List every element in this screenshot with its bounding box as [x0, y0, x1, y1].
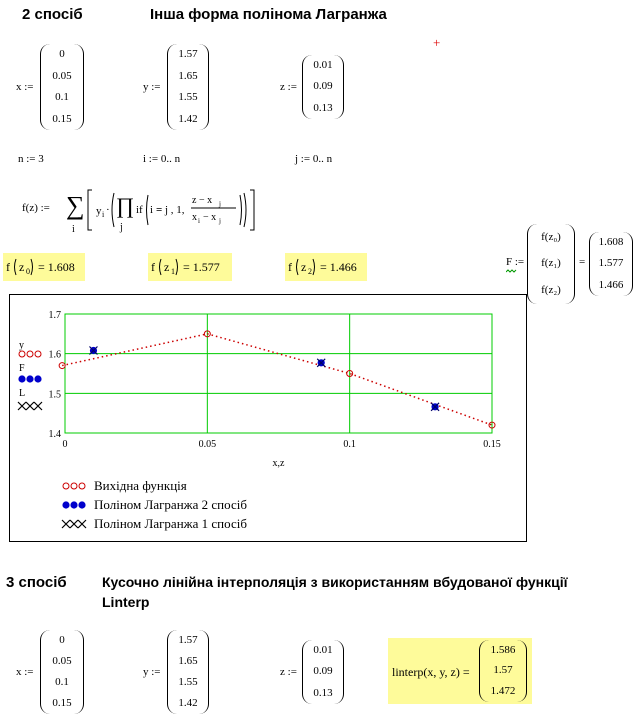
svg-text:− x: − x	[203, 212, 217, 223]
vector-element: 1.608	[598, 236, 624, 249]
linterp-expression: linterp(x, y, z) =	[392, 665, 470, 679]
svg-text:1: 1	[171, 267, 175, 276]
z-label: z :=	[280, 81, 297, 93]
section3-title-line1: Кусочно лінійна інтерполяція з використанням вбудованої функції	[102, 574, 568, 590]
x-tick-label: 0	[62, 439, 68, 450]
svg-text:if: if	[136, 204, 143, 216]
svg-text:0: 0	[26, 267, 30, 276]
vector-element: 0.05	[52, 69, 72, 82]
svg-text:= 1.466: = 1.466	[320, 260, 357, 274]
section3-title-line2: Linterp	[102, 594, 150, 610]
trace-legend-marker	[34, 402, 42, 410]
vector-element: 1.55	[178, 676, 198, 688]
x3-vector	[40, 630, 84, 714]
vector-element: 1.42	[178, 697, 198, 709]
vector-element: 0.09	[313, 665, 333, 678]
z3-vector	[302, 640, 344, 704]
svg-text:z: z	[19, 260, 25, 274]
svg-text:i: i	[150, 204, 154, 216]
svg-text:i: i	[72, 224, 75, 235]
svg-text:j: j	[120, 222, 123, 233]
n-definition: n := 3	[18, 153, 44, 165]
eval-f-z1	[148, 253, 232, 281]
legend-marker	[70, 501, 77, 508]
vector-element: 0.09	[313, 80, 333, 93]
linterp-result	[388, 638, 532, 704]
y-tick-label: 1.7	[48, 310, 61, 321]
trace-label: F	[19, 363, 25, 374]
plot-area	[65, 314, 492, 433]
vector-element: 0.05	[52, 655, 72, 667]
x-tick-label: 0.15	[483, 439, 501, 450]
legend-label: Поліном Лагранжа 2 спосіб	[94, 497, 247, 512]
x-tick-label: 0.1	[343, 439, 356, 450]
vector-element: 1.57	[178, 634, 198, 646]
vector-element: 0	[59, 48, 65, 61]
svg-text:i: i	[102, 210, 105, 219]
svg-text:j: j	[219, 200, 221, 208]
eval-f-z0	[3, 253, 85, 281]
section3-number: 3 спосіб	[6, 574, 67, 591]
vector-element: 1.55	[178, 91, 198, 104]
section2-title: Інша форма полінома Лагранжа	[150, 6, 387, 23]
vector-element: 1.577	[598, 257, 624, 270]
series-line-original	[62, 334, 492, 425]
legend-marker	[78, 501, 85, 508]
trace-legend-marker	[19, 351, 25, 357]
trace-legend-marker	[35, 351, 41, 357]
vector-element: 0.01	[313, 644, 333, 657]
svg-text:∑: ∑	[66, 191, 85, 220]
z-vector	[302, 55, 344, 119]
legend-marker	[79, 483, 85, 489]
svg-text:j: j	[219, 217, 221, 225]
vector-element: 0.13	[313, 101, 333, 114]
legend-marker	[78, 520, 86, 528]
vector-element: f(z₀)	[541, 230, 561, 243]
vector-element: 0	[59, 634, 65, 646]
vector-element: 1.472	[490, 685, 516, 698]
legend-marker	[62, 520, 70, 528]
vector-element: 0.15	[52, 697, 72, 709]
vector-element: 0.1	[55, 676, 69, 688]
y-tick-label: 1.4	[48, 429, 61, 440]
vector-element: 1.586	[490, 643, 516, 656]
f-definition-lhs: f(z) :=	[22, 202, 50, 214]
chart-frame	[9, 294, 527, 542]
vector-element: 1.57	[493, 664, 513, 677]
legend-label: Вихідна функція	[94, 478, 187, 493]
trace-legend-marker	[34, 375, 41, 382]
trace-label: y	[19, 340, 24, 351]
x-tick-label: 0.05	[198, 439, 217, 450]
svg-text:x: x	[192, 212, 197, 223]
eval-f-z2	[285, 253, 367, 281]
legend-marker	[63, 483, 69, 489]
lagrange-chart	[10, 295, 526, 541]
legend-marker	[71, 483, 77, 489]
y-vector	[167, 44, 209, 130]
vector-element: 0.15	[52, 112, 72, 125]
vector-element: f(z₂)	[541, 284, 561, 297]
trace-legend-marker	[26, 375, 33, 382]
vector-element: 0.01	[313, 59, 333, 72]
trace-label: L	[19, 388, 26, 399]
svg-text:=: =	[156, 204, 163, 216]
legend-marker	[62, 501, 69, 508]
vector-element: 1.57	[178, 48, 198, 61]
F-values-vector	[589, 232, 633, 296]
y3-label: y :=	[143, 666, 161, 678]
svg-text:∏: ∏	[116, 193, 135, 218]
svg-text:f: f	[288, 260, 292, 274]
vector-element: 0.1	[55, 91, 69, 104]
legend-marker	[70, 520, 78, 528]
svg-text:= 1.577: = 1.577	[183, 260, 220, 274]
j-range: j := 0.. n	[295, 153, 333, 165]
trace-legend-marker	[18, 402, 26, 410]
svg-text:·: ·	[106, 204, 110, 216]
vector-element: 1.65	[178, 655, 198, 667]
x3-label: x :=	[16, 666, 34, 678]
F-underline-mark	[506, 269, 518, 274]
svg-text:f: f	[6, 260, 10, 274]
vector-element: 1.42	[178, 112, 198, 125]
F-label: F :=	[506, 256, 525, 268]
x-vector	[40, 44, 84, 130]
cursor-mark: +	[433, 35, 441, 50]
svg-text:= 1.608: = 1.608	[38, 260, 75, 274]
x-axis-label: x,z	[272, 458, 285, 469]
y3-vector	[167, 630, 209, 714]
vector-element: 1.466	[598, 278, 624, 291]
F-equals: =	[579, 256, 586, 268]
f-definition-body	[66, 184, 256, 236]
svg-text:f: f	[151, 260, 155, 274]
section2-number: 2 спосіб	[22, 6, 83, 23]
svg-text:z: z	[164, 260, 170, 274]
svg-text:2: 2	[308, 267, 312, 276]
trace-legend-marker	[18, 375, 25, 382]
vector-element: 1.65	[178, 69, 198, 82]
svg-text:j , 1,: j , 1,	[165, 204, 185, 216]
legend-label: Поліном Лагранжа 1 спосіб	[94, 516, 247, 531]
svg-text:z: z	[301, 260, 307, 274]
svg-text:y: y	[96, 205, 102, 217]
y-tick-label: 1.5	[48, 389, 61, 401]
vector-element: f(z₁)	[541, 257, 561, 270]
y-label: y :=	[143, 81, 161, 93]
trace-legend-marker	[26, 402, 34, 410]
z3-label: z :=	[280, 666, 297, 678]
svg-text:i: i	[198, 217, 200, 225]
vector-element: 0.13	[313, 686, 333, 699]
F-definition-vector	[527, 224, 575, 304]
trace-legend-marker	[27, 351, 33, 357]
x-label: x :=	[16, 81, 34, 93]
linterp-values-vector	[479, 640, 527, 702]
y-tick-label: 1.6	[48, 349, 61, 361]
i-range: i := 0.. n	[143, 153, 181, 165]
svg-text:z − x: z − x	[192, 195, 213, 206]
